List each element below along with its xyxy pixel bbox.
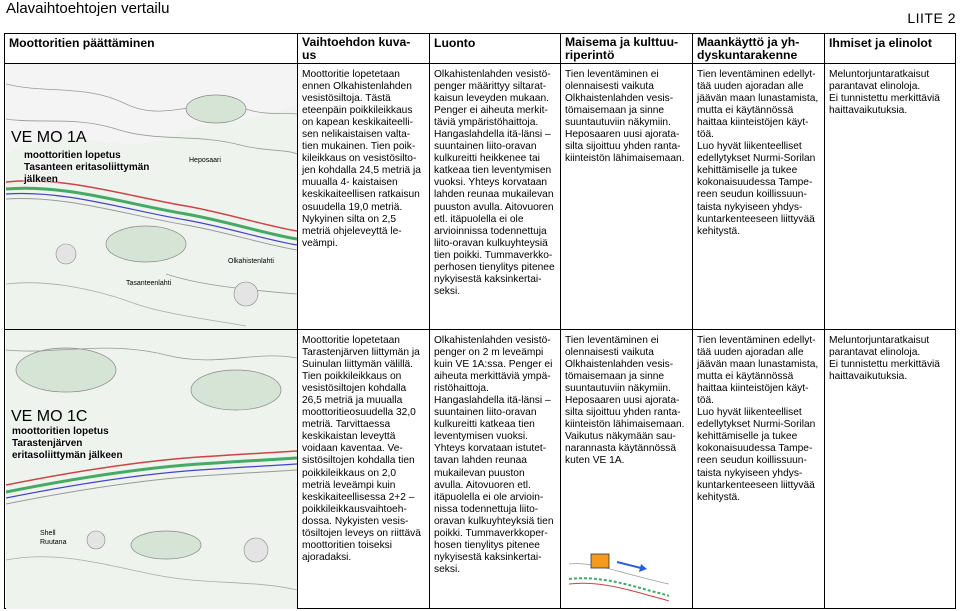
text-line: arvioinnissa todennettuja [434, 225, 547, 237]
text-line: on kapean keskikaiteelli- [302, 117, 413, 129]
text-line: kulkureitti heikkenee tai [434, 153, 540, 165]
text-line: jäävän maan lunastamista, [697, 359, 819, 371]
text-line: dossa. Nykyisten vesis- [302, 515, 409, 527]
text-line: leventymisen vuoksi. [434, 431, 528, 443]
text-line: muualla 4- kaistaisen [302, 177, 398, 189]
text-line: keskikaiteellisessa 2+2 – [302, 491, 415, 503]
text-line: Tien leventäminen ei [565, 335, 659, 346]
text-line: lahden reunaa mukailevan [434, 189, 554, 201]
text-line: perhosen tienylitys pitenee [434, 261, 555, 273]
text-line: tien poikki. Tummaverkko- [434, 249, 553, 261]
text-line: sen nelikaistaisen valta- [302, 129, 411, 141]
text-line: avulla. Aitovuoren etl. [434, 479, 531, 491]
row2-landscape [565, 335, 684, 468]
text-line: mutta ei käytännössä [697, 371, 794, 383]
text-line: Suinulan liittymän välillä. [302, 359, 413, 371]
text-line: töä. [697, 395, 714, 407]
text-line: kehitystä. [697, 225, 741, 237]
text-line: moottoritieosuudella 32,0 [302, 407, 416, 419]
header-maankaytto: Maankäyttö ja yh- dyskuntarakenne [697, 35, 800, 62]
text-line: Olkahistenlahden vesistö- [434, 335, 551, 346]
text-line: kiinteistön lähimaisemaan. [565, 419, 685, 431]
map-drawing [6, 64, 297, 329]
text-line: itäpuolella ei ole arvioin- [434, 491, 544, 503]
map-drawing [6, 330, 297, 609]
text-line: penger on 2 m leveämpi [434, 347, 544, 359]
appendix-label: LIITE 2 [907, 10, 956, 26]
text-line: nissa todennettuja liito- [434, 503, 539, 515]
text-line: taista nykyiseen yhdys- [697, 201, 803, 213]
map-ve-mo-1c [6, 330, 297, 609]
map-place-label: Tasanteenlahti [126, 280, 172, 287]
text-line: Tien leventäminen ei [565, 69, 659, 80]
text-line: kehitystä. [697, 491, 741, 503]
text-line: kuntarkenteeseen liittyvää [697, 213, 815, 225]
text-line: tien mukainen. Tien poik- [302, 141, 416, 153]
map-title: VE MO 1A [11, 129, 87, 146]
text-line: kuten VE 1A. [565, 455, 625, 467]
text-line: Hangaslahdella itä-länsi – [434, 129, 551, 141]
text-line: jäävän maan lunastamista, [697, 93, 819, 105]
text-line: Moottoritie lopetetaan [302, 335, 400, 346]
text-line: Penger ei aiheuta merkit- [434, 105, 548, 117]
text-line: reen seudun koillissuun- [697, 455, 807, 467]
text-line: vesistösiltoja. Tästä [302, 93, 391, 105]
text-line: olennaisesti vaikuta [565, 347, 654, 359]
column-divider [429, 34, 430, 608]
map-place-label: Olkahistenlahti [228, 258, 274, 265]
text-line: penger määrittyy siltarat- [434, 81, 547, 93]
text-line: hosen tienylitys pitenee [434, 539, 540, 551]
text-line: reen seudun koillissuun- [697, 189, 807, 201]
text-line: voidaan kaventaa. Ve- [302, 443, 403, 455]
text-line: veämpi. [302, 237, 338, 249]
text-line: metriä ohjeleveyttä le- [302, 225, 402, 237]
text-line: kokonaisuudessa Tampe- [697, 177, 813, 189]
text-line: poikkileikkaus on 2,0 [302, 467, 397, 479]
text-line: Luo hyvät liikenteelliset [697, 141, 802, 153]
text-line: Yhteys korvataan istutet- [434, 443, 547, 455]
map-place-label: Heposaari [189, 157, 221, 164]
text-line: silta sijoittuu yhden ranta- [565, 141, 681, 153]
text-line: tavan lahden reunaa [434, 455, 527, 467]
text-line: kuin VE 1A:ssa. Penger ei [434, 359, 553, 371]
text-line: suuntautuviin näkymiin. [565, 383, 671, 395]
text-line: keskikaiteellisen ratkaisun [302, 189, 420, 201]
text-line: kiinteistön lähimaisemaan. [565, 153, 685, 165]
text-line: moottoritien toiseksi [302, 539, 393, 551]
text-line: silta sijoittuu yhden ranta- [565, 407, 681, 419]
text-line: metriä leveämpi kuin [302, 479, 396, 491]
map-place-label: Shell [40, 530, 56, 537]
text-line: Hangaslahdella itä-länsi – [434, 395, 551, 407]
header-ihmiset: Ihmiset ja elinolot [829, 36, 932, 50]
header-vaihtoehdon-kuvaus: Vaihtoehdon kuva- us [302, 35, 411, 62]
text-line: Moottoritie lopetetaan [302, 69, 400, 80]
text-line: narannasta käytännössä [565, 443, 677, 455]
text-line: tömaisemaan ja sinne [565, 105, 665, 117]
text-line: haittavaikutuksia. [829, 371, 908, 383]
text-line: Heposaaren uusi ajorata- [565, 129, 680, 141]
text-line: tää uuden ajoradan alle [697, 81, 804, 93]
text-line: puuston avulla. Aitovuoren [434, 201, 554, 213]
column-divider [692, 34, 693, 608]
row1-description [302, 69, 421, 250]
text-line: Tien leventäminen edellyt- [697, 335, 816, 346]
text-line: oravan kulkuyhteyksiä tien [434, 515, 554, 527]
row1-nature [434, 69, 555, 298]
text-line: etl. itäpuolella ei ole [434, 213, 524, 225]
text-line: poikkileikkausvaihtoeh- [302, 503, 407, 515]
text-line: 26,5 metriä ja muualla [302, 395, 403, 407]
text-line: parantavat elinoloja. [829, 81, 921, 93]
header-luonto: Luonto [434, 36, 476, 50]
text-line: kehittämiselle ja tukee [697, 431, 798, 443]
column-divider [560, 34, 561, 608]
text-line: liito-oravan kulkuyhteysiä [434, 237, 548, 249]
text-line: tää uuden ajoradan alle [697, 347, 804, 359]
row2-nature [434, 335, 553, 576]
text-line: kulkureitti katkeaa tien [434, 419, 535, 431]
map-place-label: Ruutana [40, 539, 67, 546]
map-ve-mo-1a [6, 64, 297, 329]
text-line: nykyisestä kaksinkertai- [434, 551, 542, 563]
text-line: haittaa kiinteistöjen käyt- [697, 383, 809, 395]
text-line: suuntautuviin näkymiin. [565, 117, 671, 129]
row1-landuse [697, 69, 818, 238]
text-line: Meluntorjuntaratkaisut [829, 335, 930, 346]
text-line: eteenpäin poikkileikkaus [302, 105, 413, 117]
text-line: aiheuta merkittäviä ympä- [434, 371, 551, 383]
text-line: seksi. [434, 285, 461, 297]
text-line: Olkhaistenlahden vesis- [565, 359, 674, 371]
text-line: Vaikutus näkymään sau- [565, 431, 676, 443]
text-line: Tien poikkileikkaus on [302, 371, 402, 383]
text-line: seksi. [434, 563, 461, 575]
text-line: tömaisemaan ja sinne [565, 371, 665, 383]
text-line: haittaa kiinteistöjen käyt- [697, 117, 809, 129]
comparison-table [4, 33, 956, 609]
text-line: taista nykyiseen yhdys- [697, 467, 803, 479]
map-subtitle: moottoritien lopetus Tarastenjärven eritasoliittymän jälkeen [12, 426, 123, 461]
text-line: kuntarkenteeseen liittyvää [697, 479, 815, 491]
text-line: Luo hyvät liikenteelliset [697, 407, 802, 419]
text-line: Tien leventäminen edellyt- [697, 69, 816, 80]
text-line: vesistösiltojen kohdalla [302, 383, 407, 395]
header-maisema: Maisema ja kulttuu- riperintö [565, 35, 679, 62]
text-line: täviä ympäristöhaittoja. [434, 117, 539, 129]
text-line: edellytykset Nurmi-Sorilan [697, 153, 816, 165]
text-line: Olkahistenlahden vesistö- [434, 69, 551, 80]
text-line: suuntainen liito-oravan [434, 407, 537, 419]
text-line: olennaisesti vaikuta [565, 81, 654, 93]
text-line: haittavaikutuksia. [829, 105, 908, 117]
text-line: kileikkaus on vesistösilto- [302, 153, 417, 165]
row1-people [829, 69, 940, 117]
text-line: parantavat elinoloja. [829, 347, 921, 359]
text-line: kehittämiselle ja tukee [697, 165, 798, 177]
text-line: tösiltojen leveys on riittävä [302, 527, 421, 539]
row1-landscape [565, 69, 684, 165]
text-line: metriä. Tarvittaessa [302, 419, 391, 431]
map-subtitle: moottoritien lopetus Tasanteen eritasoliittymän jälkeen [24, 150, 150, 185]
text-line: Olkhaistenlahden vesis- [565, 93, 674, 105]
text-line: mukailevan puuston [434, 467, 525, 479]
text-line: Heposaaren uusi ajorata- [565, 395, 680, 407]
text-line: ajoradaksi. [302, 551, 352, 563]
text-line: kokonaisuudessa Tampe- [697, 443, 813, 455]
text-line: keskikaistan leveyttä [302, 431, 396, 443]
row2-landuse [697, 335, 818, 504]
header-moottoritien-paattaminen: Moottoritien päättäminen [9, 36, 155, 50]
text-line: kaisun leveyden mukaan. [434, 93, 549, 105]
column-divider [824, 34, 825, 608]
text-line: vuoksi. Yhteys korvataan [434, 177, 548, 189]
text-line: Meluntorjuntaratkaisut [829, 69, 930, 80]
text-line: jen kohdalla 24,5 metriä ja [302, 165, 421, 177]
row2-people [829, 335, 940, 383]
text-line: osuudella 19,0 metriä. [302, 201, 403, 213]
text-line: edellytykset Nurmi-Sorilan [697, 419, 816, 431]
column-divider [297, 34, 298, 608]
text-line: poikki. Tummaverkkoper- [434, 527, 548, 539]
text-line: Nykyinen silta on 2,5 [302, 213, 397, 225]
text-line: Ei tunnistettu merkittäviä [829, 359, 940, 371]
text-line: ennen Olkahistenlahden [302, 81, 412, 93]
text-line: suuntainen liito-oravan [434, 141, 537, 153]
text-line: töä. [697, 129, 714, 141]
map-title: VE MO 1C [11, 408, 88, 425]
text-line: mutta ei käytännössä [697, 105, 794, 117]
text-line: nykyisestä kaksinkertai- [434, 273, 542, 285]
page-title: Alavaihtoehtojen vertailu [6, 0, 170, 17]
row2-description [302, 335, 421, 564]
landscape-view-illustration [569, 534, 669, 606]
text-line: Tarastenjärven liittymän ja [302, 347, 420, 359]
text-line: Ei tunnistettu merkittäviä [829, 93, 940, 105]
text-line: sistösiltojen kohdalla tien [302, 455, 415, 467]
text-line: katkeaa tien leventymisen [434, 165, 552, 177]
text-line: ristöhaittoja. [434, 383, 489, 395]
